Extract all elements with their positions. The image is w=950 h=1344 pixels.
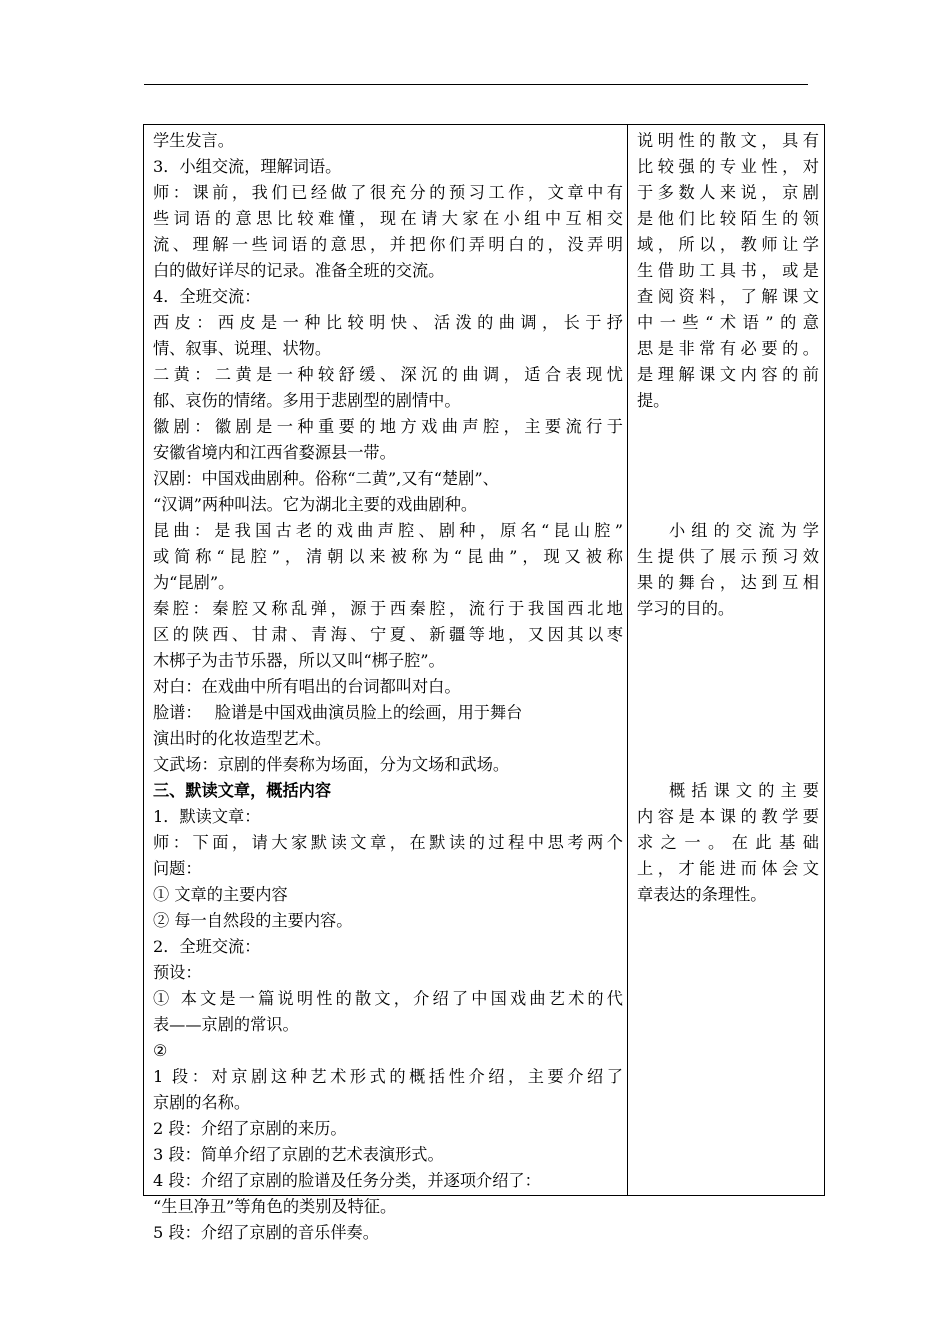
note-line: 比较强的专业性，对: [637, 157, 819, 176]
text-line: 或简称“昆腔”，清朝以来被称为“昆曲”，现又被称: [153, 547, 623, 566]
lesson-table: [143, 124, 825, 1242]
text-line: 流、理解一些词语的意思，并把你们弄明白的，没弄明: [153, 235, 623, 254]
note-line: 于多数人来说，京剧: [637, 183, 819, 202]
text-line: 木梆子为击节乐器，所以又叫“梆子腔”。: [153, 651, 445, 670]
note-line: 果的舞台，达到互相: [637, 573, 819, 592]
text-line: ① 文章的主要内容: [153, 885, 288, 904]
header-rule: [144, 84, 808, 85]
text-line: 些词语的意思比较难懂，现在请大家在小组中互相交: [153, 209, 623, 228]
text-line: 京剧的名称。: [153, 1093, 251, 1112]
text-line: 3 段：简单介绍了京剧的艺术表演形式。: [153, 1145, 444, 1164]
note-line: 概括课文的主要: [669, 781, 819, 800]
text-line: 1．默读文章：: [153, 807, 261, 826]
note-line: 求之一。在此基础: [637, 833, 819, 852]
text-line: 学生发言。: [153, 131, 234, 150]
section-heading: 三、默读文章，概括内容: [153, 781, 332, 800]
note-line: 生提供了展示预习效: [637, 547, 819, 566]
note-line: 域，所以，教师让学: [637, 235, 819, 254]
text-line: “生旦净丑”等角色的类别及特征。: [153, 1197, 397, 1216]
text-line: 1 段：对京剧这种艺术形式的概括性介绍，主要介绍了: [153, 1067, 623, 1086]
text-line: 对白：在戏曲中所有唱出的台词都叫对白。: [153, 677, 461, 696]
note-line: 学习的目的。: [637, 599, 735, 618]
text-line: 区的陕西、甘肃、青海、宁夏、新疆等地，又因其以枣: [153, 625, 623, 644]
text-line: 为“昆剧”。: [153, 573, 235, 592]
text-line: 表——京剧的常识。: [153, 1015, 299, 1034]
design-note-3: [637, 778, 819, 908]
note-line: 内容是本课的教学要: [637, 807, 819, 826]
note-line: 是他们比较陌生的领: [637, 209, 819, 228]
text-line: 昆曲：是我国古老的戏曲声腔、剧种，原名“昆山腔”: [153, 521, 623, 540]
text-line: 郁、哀伤的情绪。多用于悲剧型的剧情中。: [153, 391, 461, 410]
column-divider: [627, 125, 628, 1195]
spacer: [637, 622, 819, 778]
lesson-content-column: [153, 128, 623, 1246]
text-line: 预设：: [153, 963, 202, 982]
text-line: 3．小组交流，理解词语。: [153, 157, 342, 176]
text-line: ② 每一自然段的主要内容。: [153, 911, 353, 930]
text-line: 演出时的化妆造型艺术。: [153, 729, 332, 748]
note-line: 提。: [637, 391, 670, 410]
text-line: “汉调”两种叫法。它为湖北主要的戏曲剧种。: [153, 495, 478, 514]
design-notes-column: [637, 128, 819, 908]
note-line: 章表达的条理性。: [637, 885, 767, 904]
spacer: [637, 414, 819, 518]
text-line: ① 本文是一篇说明性的散文，介绍了中国戏曲艺术的代: [153, 989, 623, 1008]
note-line: 是理解课文内容的前: [637, 365, 819, 384]
text-line: 白的做好详尽的记录。准备全班的交流。: [153, 261, 445, 280]
text-line: 汉剧：中国戏曲剧种。俗称“二黄”,又有“楚剧”、: [153, 469, 499, 488]
note-line: 查阅资料，了解课文: [637, 287, 819, 306]
text-line: 5 段：介绍了京剧的音乐伴奏。: [153, 1223, 379, 1242]
note-line: 说明性的散文，具有: [637, 131, 819, 150]
text-line: 徽剧：徽剧是一种重要的地方戏曲声腔，主要流行于: [153, 417, 623, 436]
note-line: 上，才能进而体会文: [637, 859, 819, 878]
text-line: 情、叙事、说理、状物。: [153, 339, 332, 358]
text-line: 脸谱： 脸谱是中国戏曲演员脸上的绘画，用于舞台: [153, 703, 523, 722]
text-line: 4．全班交流：: [153, 287, 261, 306]
note-line: 中一些“术语”的意: [637, 313, 819, 332]
text-line: 2 段：介绍了京剧的来历。: [153, 1119, 347, 1138]
text-line: 西皮：西皮是一种比较明快、活泼的曲调，长于抒: [153, 313, 623, 332]
text-line: 秦腔：秦腔又称乱弹，源于西秦腔，流行于我国西北地: [153, 599, 623, 618]
note-line: 思是非常有必要的。: [637, 339, 819, 358]
design-note-1: [637, 128, 819, 414]
text-line: 安徽省境内和江西省婺源县一带。: [153, 443, 396, 462]
text-line: ②: [153, 1041, 168, 1060]
text-line: 2．全班交流：: [153, 937, 261, 956]
text-line: 师：课前，我们已经做了很充分的预习工作，文章中有: [153, 183, 623, 202]
text-line: 4 段：介绍了京剧的脸谱及任务分类，并逐项介绍了：: [153, 1171, 541, 1190]
design-note-2: [637, 518, 819, 622]
note-line: 小组的交流为学: [669, 521, 819, 540]
note-line: 生借助工具书，或是: [637, 261, 819, 280]
text-line: 文武场：京剧的伴奏称为场面，分为文场和武场。: [153, 755, 510, 774]
text-line: 问题：: [153, 859, 202, 878]
text-line: 二黄：二黄是一种较舒缓、深沉的曲调，适合表现忧: [153, 365, 623, 384]
text-line: 师：下面，请大家默读文章，在默读的过程中思考两个: [153, 833, 623, 852]
